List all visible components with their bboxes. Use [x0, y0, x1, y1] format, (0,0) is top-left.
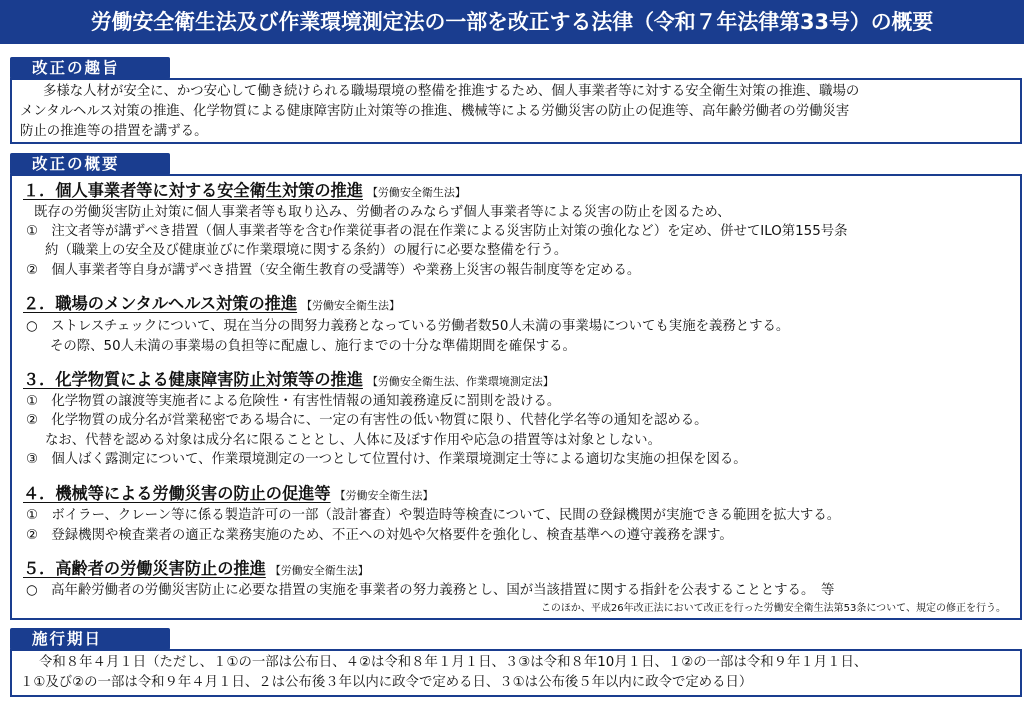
- overview-item-1-line-4: ② 個人事業者等自身が講ずべき措置（安全衛生教育の受講等）や業務上災害の報告制度等を定める。: [26, 263, 641, 278]
- purpose-section-label: 改正の趣旨: [10, 57, 170, 79]
- overview-item-1-heading: [23, 180, 466, 204]
- overview-item-2-heading: [23, 293, 400, 317]
- page-title: 労働安全衛生法及び作業環境測定法の一部を改正する法律（令和７年法律第33号）の概要: [0, 0, 1024, 44]
- overview-item-4-heading: [23, 483, 434, 507]
- overview-item-3-law: 【労働安全衛生法、作業環境測定法】: [366, 375, 554, 388]
- overview-box: [10, 174, 1022, 620]
- overview-item-4-title: ４．機械等による労働災害の防止の促進等: [23, 484, 331, 503]
- overview-item-2-line-2: その際、50人未満の事業場の負担等に配慮し、施行までの十分な準備期間を確保する。: [50, 339, 576, 354]
- overview-item-1-line-3: 約（職業上の安全及び健康並びに作業環境に関する条約）の履行に必要な整備を行う。: [45, 243, 568, 258]
- overview-item-1-line-2: ① 注文者等が講ずべき措置（個人事業者等を含む作業従事者の混在作業による災害防止対策の強化など）を定め、併せてILO第155号条: [26, 224, 848, 239]
- overview-item-4-line-1: ① ボイラー、クレーン等に係る製造許可の一部（設計審査）や製造時等検査について、民間の登録機関が実施できる範囲を拡大する。: [26, 508, 841, 523]
- overview-item-3-line-2: ② 化学物質の成分名が営業秘密である場合に、一定の有害性の低い物質に限り、代替化学名等の通知を認める。: [26, 413, 708, 428]
- overview-section-label: 改正の概要: [10, 153, 170, 175]
- overview-item-5-line-1: ○ 高年齢労働者の労働災害防止に必要な措置の実施を事業者の努力義務とし、国が当該措置に関する指針を公表することとする。 等: [26, 583, 835, 598]
- overview-item-3-heading: [23, 369, 554, 393]
- effective-line-2: １①及び②の一部は令和９年４月１日、２は公布後３年以内に政令で定める日、３①は公布後５年以内に政令で定める日）: [20, 675, 753, 690]
- overview-item-3-line-4: ③ 個人ばく露測定について、作業環境測定の一つとして位置付け、作業環境測定士等による適切な実施の担保を図る。: [26, 452, 747, 467]
- overview-item-1-title: １．個人事業者等に対する安全衛生対策の推進: [23, 181, 363, 200]
- overview-item-3-line-3: なお、代替を認める対象は成分名に限ることとし、人体に及ぼす作用や応急の措置等は対象としない。: [45, 433, 661, 448]
- effective-line-1: 令和８年４月１日（ただし、１①の一部は公布日、４②は令和８年１月１日、３③は令和８年10月１日、１②の一部は令和９年１月１日、: [39, 655, 868, 670]
- overview-item-5-title: ５．高齢者の労働災害防止の推進: [23, 559, 266, 578]
- purpose-line-2: メンタルヘルス対策の推進、化学物質による健康障害防止対策等の推進、機械等による労働災害の防止の促進等、高年齢労働者の労働災害: [20, 104, 850, 119]
- purpose-box: [10, 78, 1022, 144]
- overview-item-2-law: 【労働安全衛生法】: [301, 299, 401, 312]
- overview-item-2-title: ２．職場のメンタルヘルス対策の推進: [23, 294, 298, 313]
- overview-item-3-line-1: ① 化学物質の譲渡等実施者による危険性・有害性情報の通知義務違反に罰則を設ける。: [26, 394, 561, 409]
- purpose-line-3: 防止の推進等の措置を講ずる。: [20, 124, 208, 139]
- overview-item-1-law: 【労働安全衛生法】: [366, 186, 466, 199]
- overview-item-1-line-1: 既存の労働災害防止対策に個人事業者等も取り込み、労働者のみならず個人事業者等による災害の防止を図るため、: [34, 205, 731, 220]
- overview-item-2-line-1: ○ ストレスチェックについて、現在当分の間努力義務となっている労働者数50人未満の事業場についても実施を義務とする。: [26, 319, 790, 334]
- overview-item-3-title: ３．化学物質による健康障害防止対策等の推進: [23, 370, 363, 389]
- effective-section-label: 施行期日: [10, 628, 170, 650]
- overview-item-4-line-2: ② 登録機関や検査業者の適正な業務実施のため、不正への対処や欠格要件を強化し、検査基準への遵守義務を課す。: [26, 528, 733, 543]
- effective-box: [10, 649, 1022, 697]
- overview-item-5-law: 【労働安全衛生法】: [269, 564, 369, 577]
- overview-item-5-heading: [23, 558, 369, 582]
- overview-item-4-law: 【労働安全衛生法】: [334, 489, 434, 502]
- purpose-line-1: 多様な人材が安全に、かつ安心して働き続けられる職場環境の整備を推進するため、個人事業者等に対する安全衛生対策の推進、職場の: [43, 84, 860, 99]
- overview-note: このほか、平成26年改正法において改正を行った労働安全衛生法第53条について、規定の修正を行う。: [540, 603, 1006, 614]
